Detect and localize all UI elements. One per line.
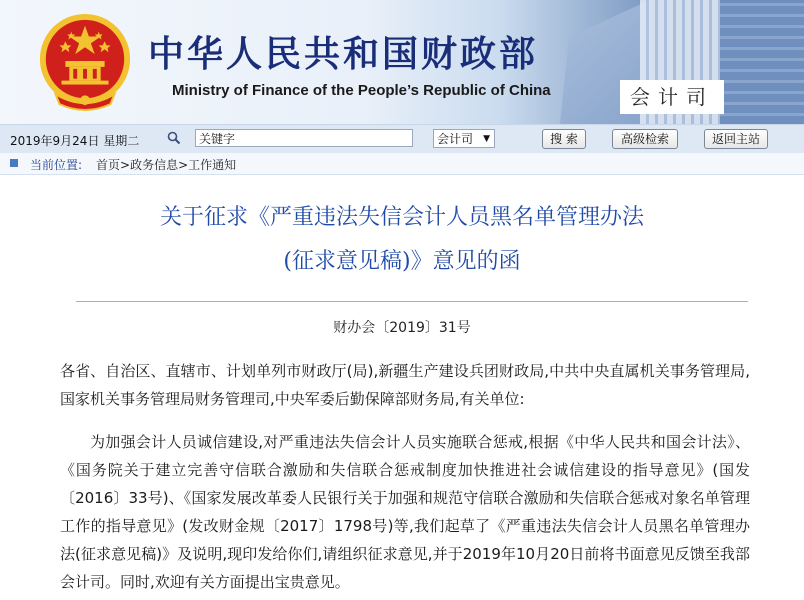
title-divider — [76, 301, 748, 302]
search-scope-select[interactable] — [433, 129, 495, 148]
current-date: 2019年9月24日 星期二 — [10, 134, 140, 148]
site-title-english: Ministry of Finance of the People’s Republic of China — [172, 82, 551, 99]
national-emblem-icon — [36, 10, 134, 114]
breadcrumb-link-gov-info[interactable]: 政务信息 — [130, 158, 179, 172]
article-body: 为加强会计人员诚信建设,对严重违法失信会计人员实施联合惩戒,根据《中华人民共和国会计法》、《国务院关于建立完善守信联合激励和失信联合惩戒制度加快推进社会诚信建设的指导意见》(国发〔2016〕33号)、《国家发展改革委人民银行关于加强和规范守信联合激励和失信联合惩戒对象名单管理工作的指导意见》(发改财金规〔2017〕1798号)等,我们起草了《严重违法失信会计人员黑名单管理办法(征求意见稿)》及说明,现印发给你们,请组织征求意见,并于2019年10月20日前将书面意见反馈至我部会计司。同时,欢迎有关方面提出宝贵意见。 — [60, 433, 750, 591]
article-title-line2: (征求意见稿)》意见的函 — [283, 249, 521, 274]
return-home-button[interactable]: 返回主站 — [704, 129, 768, 149]
search-button[interactable]: 搜 索 — [542, 129, 586, 149]
department-label: 会计司 — [620, 80, 724, 114]
breadcrumb-link-work-notice[interactable]: 工作通知 — [188, 158, 237, 172]
location-icon — [10, 159, 18, 167]
site-title: 中华人民共和国财政部 — [148, 34, 539, 75]
document-number: 财办会〔2019〕31号 — [333, 320, 471, 336]
banner-building-graphic — [720, 0, 804, 124]
search-scope-value: 会计司 — [437, 132, 474, 146]
breadcrumb-path — [96, 156, 236, 173]
search-icon — [167, 131, 181, 145]
advanced-search-button[interactable]: 高级检索 — [612, 129, 678, 149]
search-input[interactable] — [195, 129, 413, 147]
breadcrumb-label: 当前位置: — [30, 158, 83, 172]
site-banner — [0, 0, 804, 124]
breadcrumb-separator: > — [120, 158, 131, 172]
breadcrumb-link-home[interactable]: 首页 — [96, 158, 121, 172]
article-title-line1: 关于征求《严重违法失信会计人员黑名单管理办法 — [159, 205, 644, 230]
article-recipients: 各省、自治区、直辖市、计划单列市财政厅(局),新疆生产建设兵团财政局,中共中央直属机关事务管理局,国家机关事务管理局财务管理司,中央军委后勤保障部财务局,有关单位: — [60, 362, 750, 408]
toolbar — [0, 124, 804, 153]
breadcrumb-separator: > — [178, 158, 189, 172]
breadcrumb — [0, 153, 804, 175]
chevron-down-icon: ▼ — [483, 134, 490, 144]
